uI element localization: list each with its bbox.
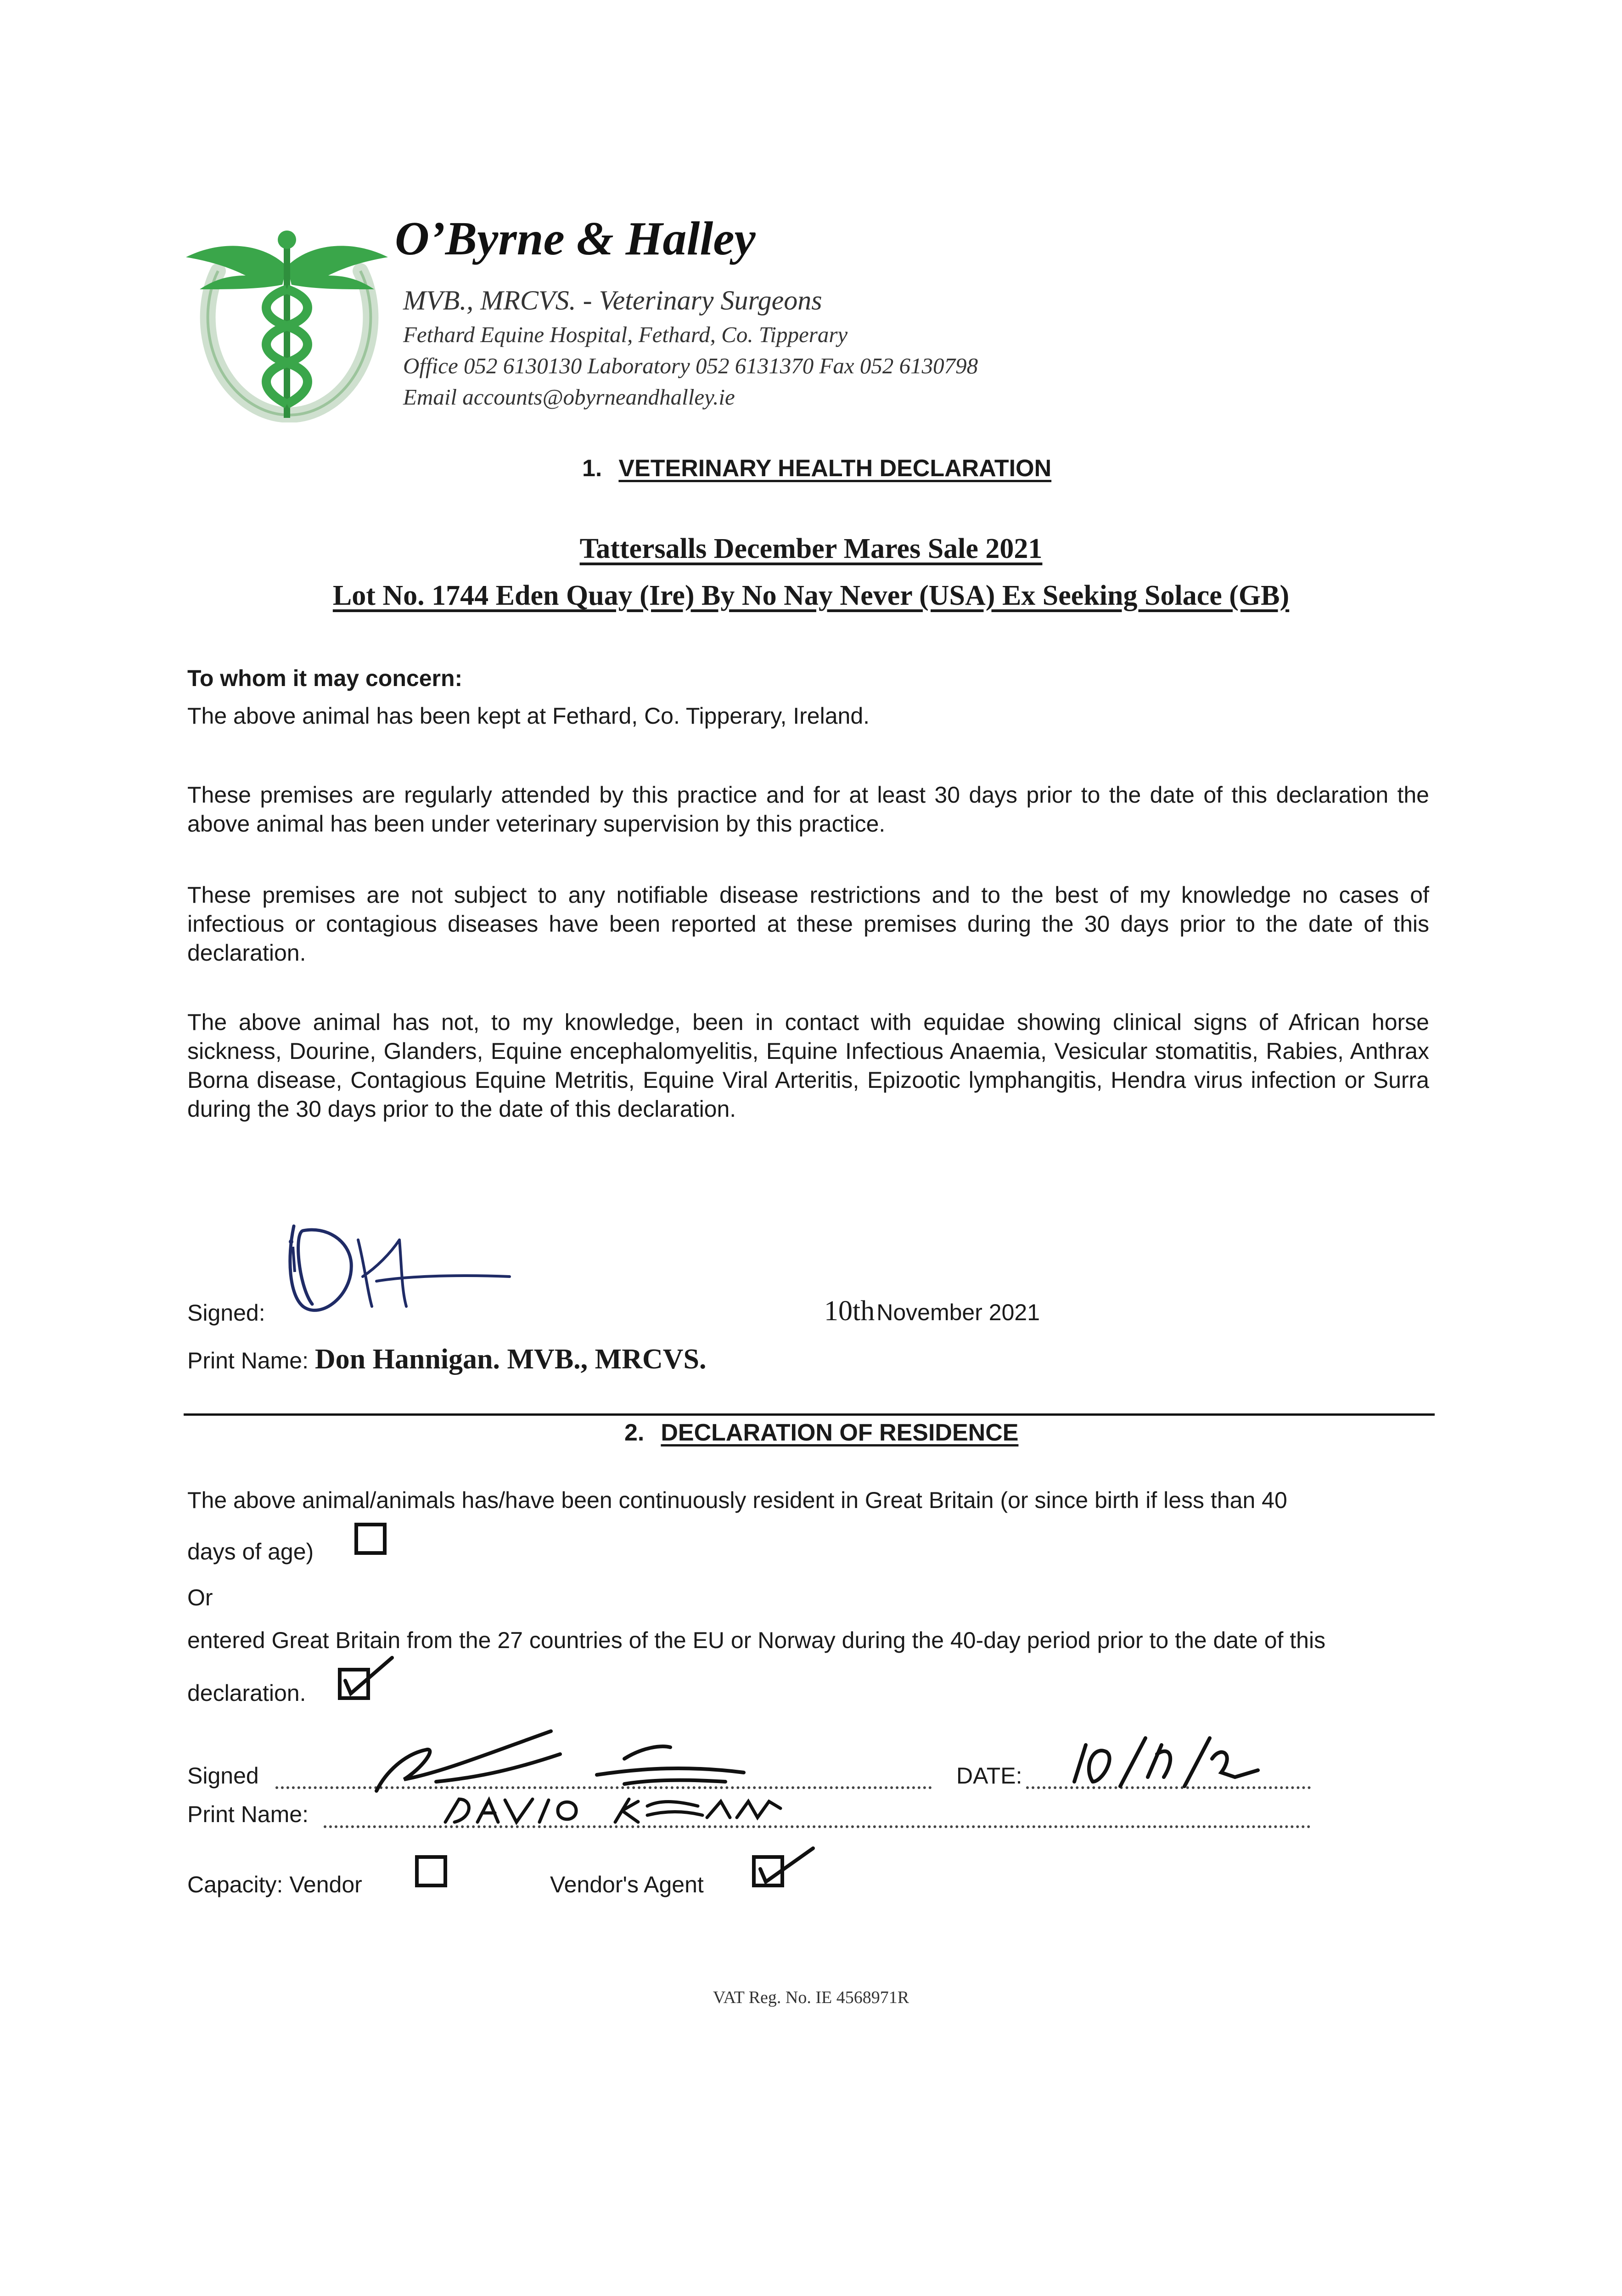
date-label: DATE: — [956, 1763, 1022, 1789]
signed-label: Signed: — [187, 1300, 265, 1326]
section2-title: DECLARATION OF RESIDENCE — [661, 1419, 1019, 1446]
section1-number: 1. — [582, 455, 602, 482]
firm-phones: Office 052 6130130 Laboratory 052 6131370 Fax 052 6130798 — [403, 353, 978, 378]
salutation: To whom it may concern: — [187, 665, 463, 691]
handwritten-print-name — [441, 1790, 799, 1831]
residence-option1-line1: The above animal/animals has/have been continuously resident in Great Britain (or since birth if less than 40 — [187, 1487, 1287, 1513]
capacity-vendor-label: Capacity: Vendor — [187, 1872, 362, 1897]
paragraph-supervision: These premises are regularly attended by this practice and for at least 30 days prior to the date of this declaration the above animal has been under veterinary supervision by this practice. — [187, 782, 1429, 837]
section2-number: 2. — [624, 1419, 645, 1446]
paragraph-restrictions: These premises are not subject to any notifiable disease restrictions and to the best of my knowledge no cases of infectious or contagious diseases have been reported at these premises during the 30 days prior to the date of this declaration. — [187, 882, 1429, 966]
residence-print-name-label: Print Name: — [187, 1801, 309, 1827]
firm-name: O’Byrne & Halley — [395, 212, 756, 265]
entered-checkbox[interactable] — [338, 1668, 370, 1700]
caduceus-horseshoe-logo — [181, 216, 393, 422]
vendors-agent-label: Vendor's Agent — [550, 1872, 704, 1897]
vet-print-name-label: Print Name: — [187, 1348, 309, 1373]
vendors-agent-checkbox[interactable] — [752, 1855, 784, 1887]
residence-option1-line2: days of age) — [187, 1539, 314, 1564]
kept-at-text: The above animal has been kept at Fethard, Co. Tipperary, Ireland. — [187, 703, 870, 729]
firm-address: Fethard Equine Hospital, Fethard, Co. Tipperary — [403, 322, 848, 347]
lot-line: Lot No. 1744 Eden Quay (Ire) By No Nay Never (USA) Ex Seeking Solace (GB) — [332, 580, 1290, 611]
firm-qualifications: MVB., MRCVS. - Veterinary Surgeons — [403, 285, 822, 315]
handwritten-date — [1065, 1727, 1267, 1795]
section1-heading — [582, 455, 1051, 482]
paragraph-diseases: The above animal has not, to my knowledge, been in contact with equidae showing clinical signs of African horse sickness, Dourine, Glanders, Equine encephalomyelitis, Equine Infectious Anaemia, Vesicular stomatitis, Rabies, Anthrax Borna disease, Contagious Equine Metritis, Equine Viral Arteritis, Epizootic lymphangitis, Hendra virus infection or Surra during the 30 days prior to the date of this declaration. — [187, 1009, 1429, 1122]
section-divider — [184, 1413, 1435, 1416]
firm-email: Email accounts@obyrneandhalley.ie — [403, 384, 735, 410]
residence-option2-line1: entered Great Britain from the 27 countries of the EU or Norway during the 40-day period prior to the date of this — [187, 1627, 1326, 1653]
vendor-signature — [367, 1722, 780, 1800]
vendor-checkbox[interactable] — [415, 1855, 447, 1887]
vet-print-name — [187, 1343, 707, 1376]
vet-date-rest: November 2021 — [876, 1300, 1040, 1325]
residence-signed-label: Signed — [187, 1763, 259, 1789]
section1-title: VETERINARY HEALTH DECLARATION — [618, 455, 1052, 482]
vet-date — [824, 1295, 1040, 1328]
vat-number: VAT Reg. No. IE 4568971R — [713, 1988, 909, 2007]
section2-heading — [624, 1419, 1018, 1446]
vet-date-day: 10th — [824, 1295, 875, 1327]
resident-checkbox[interactable] — [354, 1523, 387, 1555]
sale-name: Tattersalls December Mares Sale 2021 — [579, 533, 1043, 564]
residence-option2-line2: declaration. — [187, 1680, 306, 1706]
vet-print-name-value: Don Hannigan. MVB., MRCVS. — [314, 1344, 707, 1375]
or-label: Or — [187, 1585, 213, 1610]
vet-signature — [285, 1212, 523, 1322]
